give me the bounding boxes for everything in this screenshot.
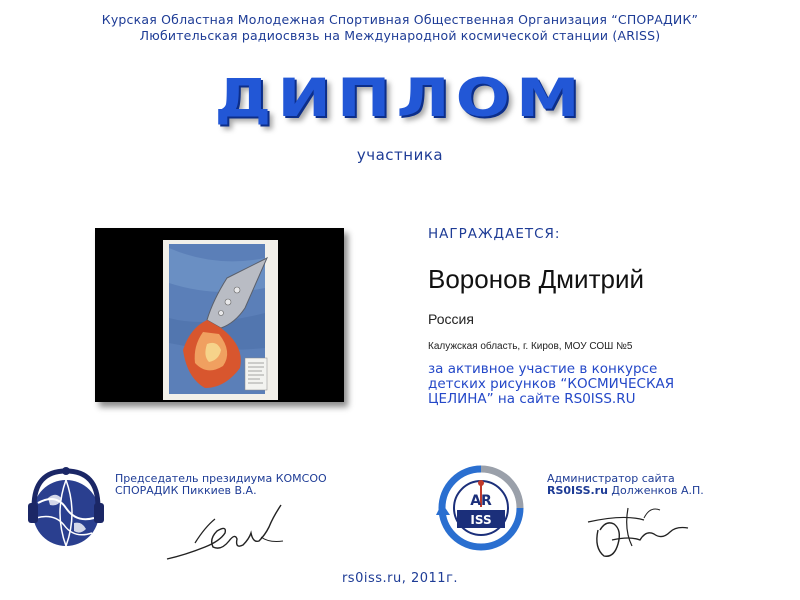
sporadik-globe-logo [26,463,106,553]
right-signatory-title: Администратор сайта [547,472,675,485]
rocket-drawing [95,228,344,402]
drawing-photo [95,228,344,402]
award-reason-line: детских рисунков “КОСМИЧЕСКАЯ [428,376,675,392]
header-program: Любительская радиосвязь на Международной космической станции (ARISS) [139,28,661,43]
recipient-name: Воронов Дмитрий [428,264,644,294]
award-reason-line: за активное участие в конкурсе [428,361,658,377]
ariss-logo-ar: AR [470,493,492,509]
awarded-label: НАГРАЖДАЕТСЯ: [428,226,561,242]
site-name: RS0ISS.ru [547,484,608,497]
left-signatory-title: Председатель президиума КОМСОО [115,472,327,485]
award-reason-line: ЦЕЛИНА” на сайте RS0ISS.RU [428,391,636,407]
left-signature [165,497,295,567]
right-signatory-name [547,485,787,497]
ariss-logo [436,463,526,553]
footer-site-year: rs0iss.ru, 2011г. [341,571,459,586]
right-signature [584,500,694,565]
header-organization: Курская Областная Молодежная Спортивная Общественная Организация “СПОРАДИК” [101,12,699,27]
left-signatory-name: СПОРАДИК Пиккиев В.А. [115,484,257,497]
right-signatory [547,473,787,497]
ariss-logo-iss: ISS [470,513,492,527]
left-signatory [115,473,385,497]
recipient-school: Калужская область, г. Киров, МОУ СОШ №5 [428,341,633,352]
right-signatory-person: Долженков А.П. [607,484,704,497]
diploma-title: ДИПЛОМ [214,68,586,130]
award-reason [428,362,778,407]
diploma-subtitle: участника [356,146,444,164]
recipient-country: Россия [428,311,474,327]
